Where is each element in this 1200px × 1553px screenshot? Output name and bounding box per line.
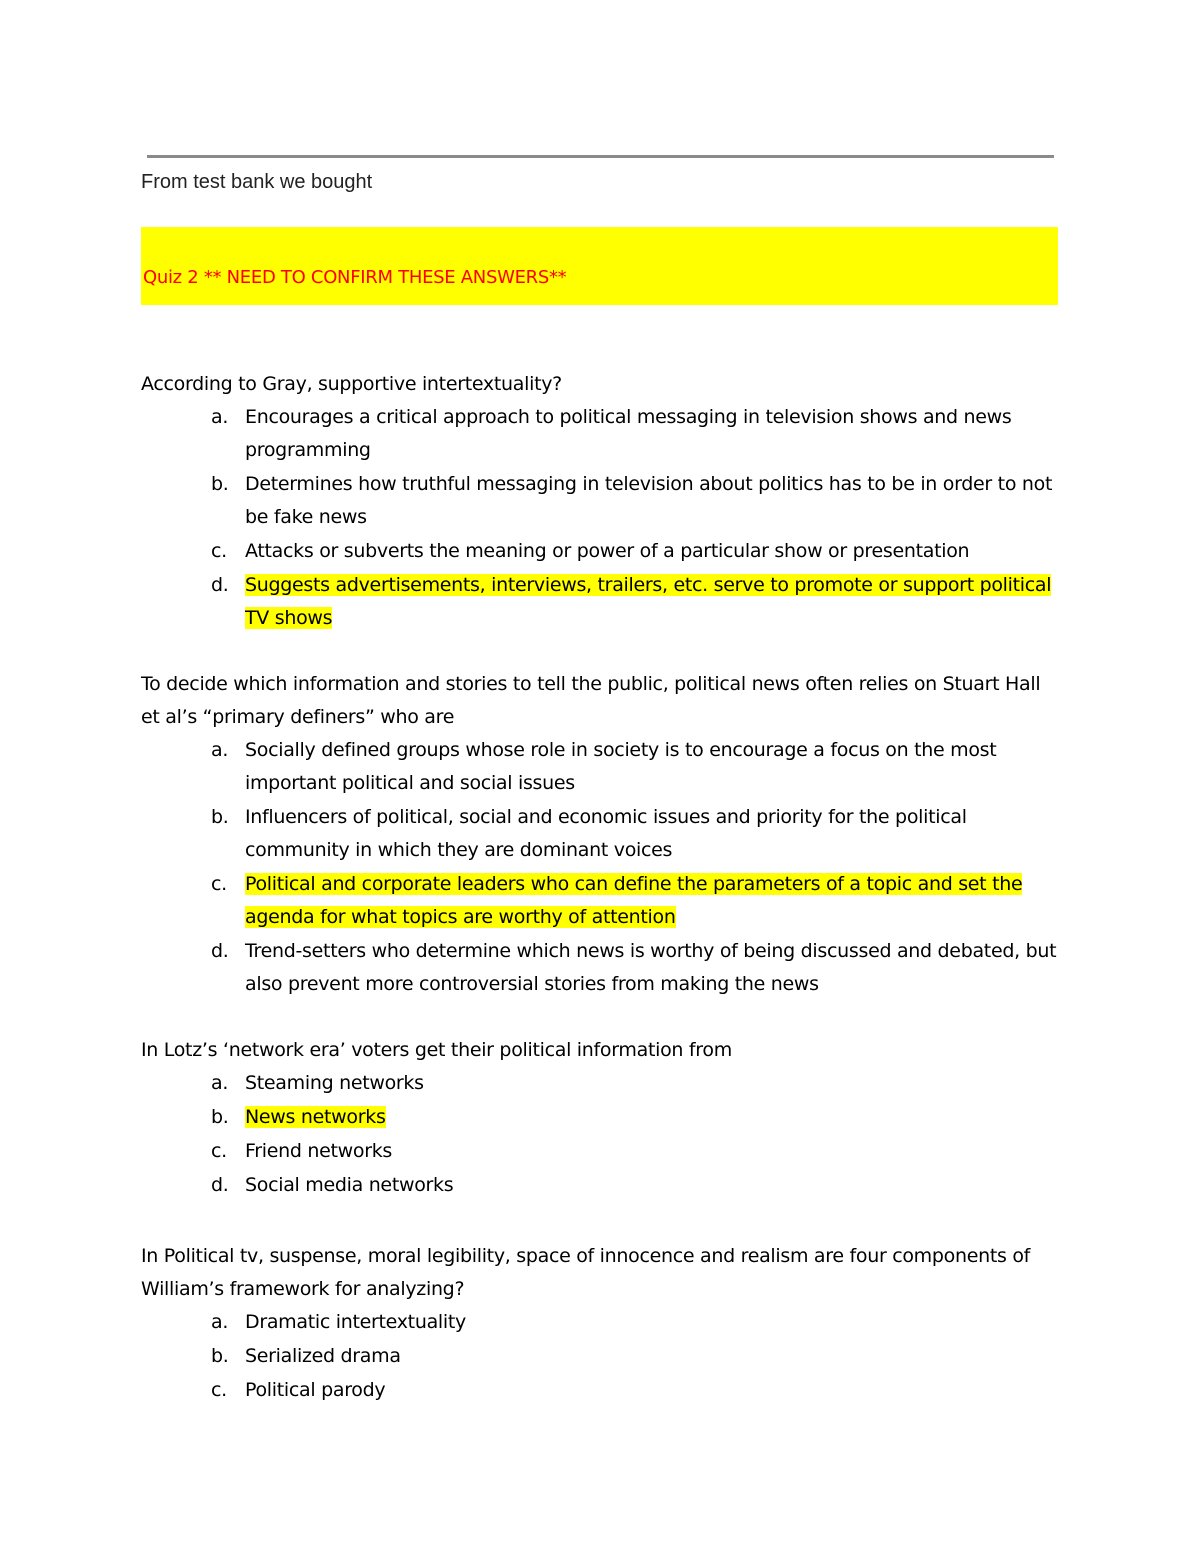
option-b: [141, 468, 1061, 534]
option-letter: d.: [211, 574, 229, 596]
option-text-highlighted: Political and corporate leaders who can define the parameters of a topic and set the agenda for what topics are worthy of attention: [245, 873, 1023, 928]
option-text: Attacks or subverts the meaning or power of a particular show or presentation: [245, 540, 970, 562]
option-letter: b.: [211, 806, 229, 828]
option-letter: a.: [211, 1072, 229, 1094]
option-text: Influencers of political, social and economic issues and priority for the political community in which they are dominant voices: [245, 806, 967, 861]
option-letter: c.: [211, 1379, 227, 1401]
question-text: In Political tv, suspense, moral legibility, space of innocence and realism are four components of William’s framework for analyzing?: [141, 1245, 1031, 1300]
option-list: [141, 1306, 1061, 1407]
option-d: [141, 1169, 1061, 1202]
option-c: [141, 1135, 1061, 1168]
option-letter: a.: [211, 739, 229, 761]
question-text: In Lotz’s ‘network era’ voters get their political information from: [141, 1039, 732, 1061]
option-letter: b.: [211, 473, 229, 495]
option-letter: b.: [211, 1106, 229, 1128]
option-b: [141, 1340, 1061, 1373]
option-text: Social media networks: [245, 1174, 454, 1196]
question-text: To decide which information and stories to tell the public, political news often relies on Stuart Hall et al’s “primary definers” who are: [141, 673, 1041, 728]
option-letter: b.: [211, 1345, 229, 1367]
option-c: [141, 1374, 1061, 1407]
option-text: Dramatic intertextuality: [245, 1311, 466, 1333]
quiz-banner: [141, 227, 1058, 305]
question-4: [141, 1240, 1061, 1408]
banner-title: Quiz 2 ** NEED TO CONFIRM THESE ANSWERS**: [143, 267, 567, 288]
option-text-highlighted: News networks: [245, 1106, 386, 1128]
option-a: [141, 1306, 1061, 1339]
option-letter: a.: [211, 1311, 229, 1333]
option-list: [141, 401, 1061, 635]
option-text: Socially defined groups whose role in society is to encourage a focus on the most important political and social issues: [245, 739, 997, 794]
option-list: [141, 734, 1061, 1001]
option-d: [141, 569, 1061, 635]
option-c: [141, 868, 1061, 934]
question-1: [141, 368, 1061, 636]
option-a: [141, 1067, 1061, 1100]
question-3: [141, 1034, 1061, 1203]
option-c: [141, 535, 1061, 568]
option-letter: d.: [211, 940, 229, 962]
option-text: Encourages a critical approach to political messaging in television shows and news programming: [245, 406, 1012, 461]
option-text: Determines how truthful messaging in television about politics has to be in order to not be fake news: [245, 473, 1053, 528]
option-text: Political parody: [245, 1379, 386, 1401]
option-b: [141, 1101, 1061, 1134]
option-text: Serialized drama: [245, 1345, 401, 1367]
option-a: [141, 734, 1061, 800]
option-text: Trend-setters who determine which news is worthy of being discussed and debated, but also prevent more controversial stories from making the news: [245, 940, 1057, 995]
question-text: According to Gray, supportive intertextuality?: [141, 373, 562, 395]
option-letter: a.: [211, 406, 229, 428]
option-a: [141, 401, 1061, 467]
option-text: Friend networks: [245, 1140, 393, 1162]
option-b: [141, 801, 1061, 867]
option-text-highlighted: Suggests advertisements, interviews, trailers, etc. serve to promote or support political TV shows: [245, 574, 1052, 629]
option-letter: c.: [211, 540, 227, 562]
option-d: [141, 935, 1061, 1001]
question-2: [141, 668, 1061, 1002]
option-list: [141, 1067, 1061, 1202]
option-letter: c.: [211, 873, 227, 895]
source-note: From test bank we bought: [141, 171, 373, 193]
header-rule: [147, 155, 1054, 158]
option-text: Steaming networks: [245, 1072, 424, 1094]
option-letter: c.: [211, 1140, 227, 1162]
option-letter: d.: [211, 1174, 229, 1196]
